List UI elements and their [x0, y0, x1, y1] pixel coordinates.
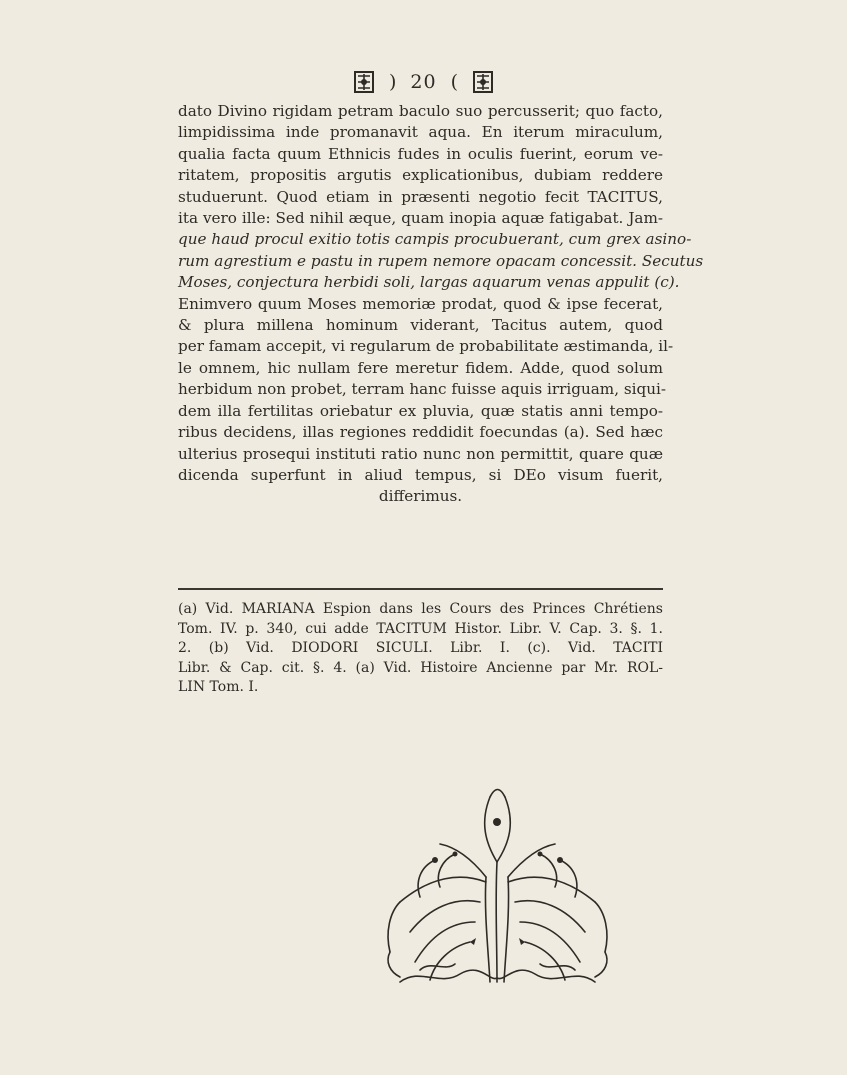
- bracket-left: ): [388, 71, 397, 93]
- text-line: limpidissima inde promanavit aqua. En iterum miraculum,: [178, 123, 663, 142]
- footnote-rule: [178, 588, 663, 590]
- text-line: herbidum non probet, terram hanc fuisse aquis irriguam, siqui-: [178, 380, 667, 399]
- text-line: ita vero ille: Sed nihil æque, quam inopia aquæ fatigabat. Jam-: [178, 209, 663, 228]
- bracket-right: (: [450, 71, 459, 93]
- text-line: que haud procul exitio totis campis procubuerant, cum grex asino-: [178, 230, 692, 249]
- text-line: differimus.: [378, 487, 463, 506]
- main-text: [178, 101, 704, 508]
- running-header: [0, 62, 847, 102]
- text-line: rum agrestium e pastu in rupem nemore opacam concessit. Secutus: [178, 251, 704, 270]
- text-line: ribus decidens, illas regiones reddidit foecundas (a). Sed hæc: [178, 423, 663, 442]
- text-line: ulterius prosequi instituti ratio nunc non permittit, quare quæ: [178, 444, 663, 463]
- fleuron-right-icon: [472, 70, 494, 94]
- text-line: & plura millena hominum viderant, Tacitus autem, quod: [178, 316, 663, 335]
- text-line: Enimvero quum Moses memoriæ prodat, quod & ipse fecerat,: [178, 294, 663, 313]
- floral-vignette-icon: [360, 782, 635, 987]
- text-line: dem illa fertilitas oriebatur ex pluvia, quæ statis anni tempo-: [178, 401, 663, 420]
- text-line: dicenda superfunt in aliud tempus, si DEo visum fuerit,: [178, 465, 663, 484]
- text-line: dato Divino rigidam petram baculo suo percusserit; quo facto,: [178, 102, 663, 120]
- text-line: Moses, conjectura herbidi soli, largas aquarum venas appulit (c).: [178, 273, 680, 292]
- footnote-line: (a) Vid. MARIANA Espion dans les Cours des Princes Chrétiens: [178, 601, 663, 617]
- footnote-line: LIN Tom. I.: [178, 679, 259, 696]
- text-line: studuerunt. Quod etiam in præsenti negotio fecit TACITUS,: [178, 187, 663, 206]
- text-line: qualia facta quum Ethnicis fudes in oculis fuerint, eorum ve-: [178, 144, 663, 163]
- footnotes: [178, 600, 663, 698]
- text-line: ritatem, propositis argutis explicationibus, dubiam reddere: [178, 166, 663, 185]
- footnote-line: 2. (b) Vid. DIODORI SICULI. Libr. I. (c). Vid. TACITI: [178, 640, 663, 657]
- text-line: le omnem, hic nullam fere meretur fidem. Adde, quod solum: [178, 358, 663, 377]
- fleuron-left-icon: [353, 70, 375, 94]
- footnote-line: Libr. & Cap. cit. §. 4. (a) Vid. Histoire Ancienne par Mr. ROL-: [178, 659, 663, 676]
- footnote-line: Tom. IV. p. 340, cui adde TACITUM Histor. Libr. V. Cap. 3. §. 1.: [178, 620, 663, 637]
- page-number: 20: [410, 71, 437, 93]
- text-line: per famam accepit, vi regularum de probabilitate æstimanda, il-: [178, 337, 674, 356]
